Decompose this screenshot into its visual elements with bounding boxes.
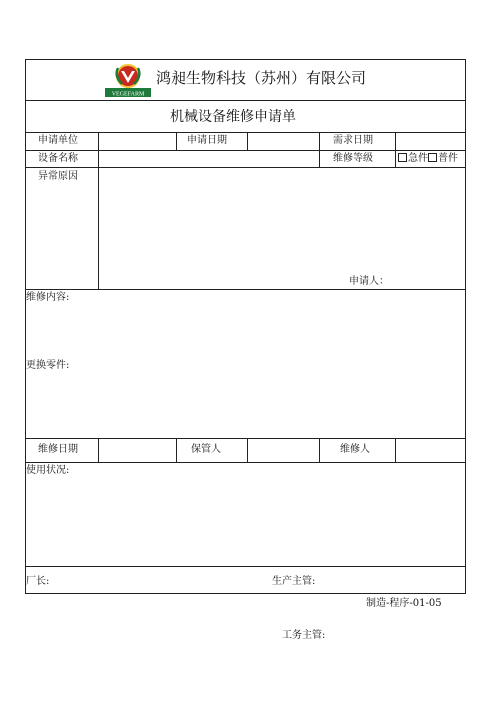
- factory-director-label: 厂长:: [26, 576, 50, 587]
- equipment-name-label: 设备名称: [38, 153, 78, 164]
- company-logo: [104, 62, 152, 98]
- form-title: 机械设备维修申请单: [170, 109, 296, 125]
- repair-content-field[interactable]: [26, 305, 464, 357]
- repairer-label: 维修人: [340, 444, 370, 455]
- applicant-unit-field[interactable]: [99, 133, 175, 149]
- repair-level-options: [398, 153, 458, 165]
- repair-level-label: 维修等级: [333, 153, 373, 164]
- applicant-label: 申请人：: [349, 276, 389, 287]
- custodian-label: 保管人: [191, 444, 221, 455]
- repairer-field[interactable]: [396, 439, 464, 461]
- applicant-unit-label: 申请单位: [38, 135, 78, 146]
- apply-date-label: 申请日期: [187, 135, 227, 146]
- required-date-field[interactable]: [396, 133, 464, 149]
- usage-status-field[interactable]: [26, 478, 464, 565]
- repair-content-label: 维修内容:: [26, 292, 70, 303]
- normal-checkbox[interactable]: 普件: [428, 153, 458, 164]
- abnormal-reason-field[interactable]: [99, 168, 464, 288]
- replace-parts-label: 更换零件:: [26, 360, 70, 371]
- form-code: 制造-程序-01-05: [366, 598, 442, 609]
- urgent-checkbox[interactable]: 急件: [398, 153, 428, 164]
- required-date-label: 需求日期: [333, 135, 373, 146]
- usage-status-label: 使用状况:: [26, 465, 70, 476]
- abnormal-reason-label: 异常原因: [38, 171, 78, 182]
- company-name: 鸿昶生物科技（苏州）有限公司: [156, 69, 367, 87]
- equipment-name-field[interactable]: [99, 151, 318, 166]
- repair-date-field[interactable]: [99, 439, 175, 461]
- apply-date-field[interactable]: [248, 133, 318, 149]
- repair-date-label: 维修日期: [38, 444, 78, 455]
- custodian-field[interactable]: [248, 439, 318, 461]
- production-supervisor-label: 生产主管:: [272, 576, 316, 587]
- engineering-supervisor-label: 工务主管:: [282, 630, 326, 641]
- replace-parts-field[interactable]: [26, 373, 464, 437]
- svg-text:VEGEFARM: VEGEFARM: [111, 91, 145, 98]
